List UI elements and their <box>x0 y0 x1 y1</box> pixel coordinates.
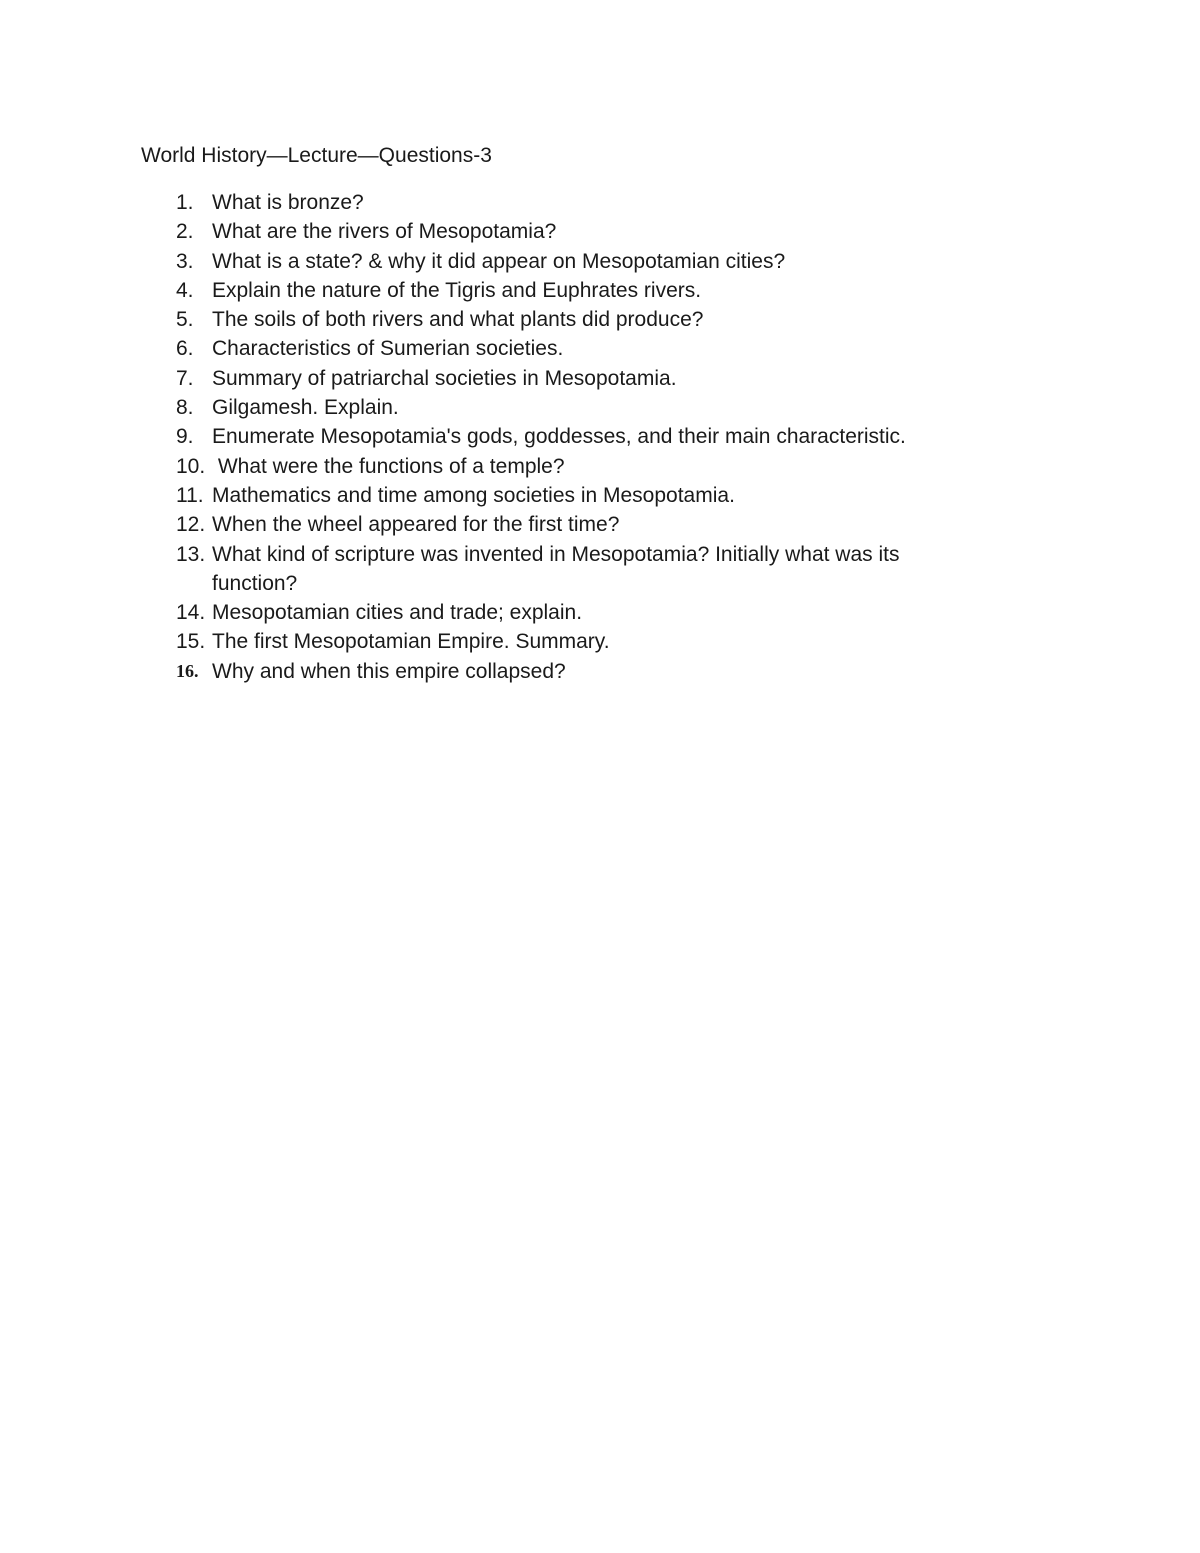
list-item <box>141 422 1001 451</box>
question-number: 7. <box>176 366 194 390</box>
question-number: 14. <box>176 601 206 625</box>
question-text: Explain the nature of the Tigris and Euphrates rivers. <box>212 278 702 302</box>
question-text: Gilgamesh. Explain. <box>212 396 399 420</box>
list-item <box>141 305 1001 334</box>
list-item <box>141 598 1001 627</box>
question-text: Enumerate Mesopotamia's gods, goddesses, and their main characteristic. <box>212 425 906 449</box>
question-number: 8. <box>176 396 194 420</box>
question-number: 1. <box>176 191 194 214</box>
question-number: 3. <box>176 249 194 273</box>
list-item <box>141 334 1001 363</box>
list-item <box>141 481 1001 510</box>
question-text: Why and when this empire collapsed? <box>212 659 566 683</box>
question-number: 6. <box>176 337 194 361</box>
question-number: 10. <box>176 454 206 478</box>
question-text: Characteristics of Sumerian societies. <box>212 337 564 361</box>
question-text: What kind of scripture was invented in Mesopotamia? Initially what was its function? <box>212 542 900 595</box>
question-number: 12. <box>176 513 206 537</box>
list-item <box>141 247 1001 276</box>
question-text: Mathematics and time among societies in Mesopotamia. <box>212 483 735 507</box>
question-text: The first Mesopotamian Empire. Summary. <box>212 630 610 654</box>
page-title: World History—Lecture—Questions-3 <box>141 144 492 167</box>
question-number: 11. <box>176 483 204 507</box>
question-text: What is a state? & why it did appear on Mesopotamian cities? <box>212 249 786 273</box>
list-item <box>141 540 1001 599</box>
question-text: Mesopotamian cities and trade; explain. <box>212 601 583 625</box>
list-item <box>141 364 1001 393</box>
question-number: 15. <box>176 630 206 654</box>
list-item <box>141 510 1001 539</box>
question-text: What are the rivers of Mesopotamia? <box>212 220 557 244</box>
list-item <box>141 276 1001 305</box>
list-item <box>141 452 1001 481</box>
question-number: 4. <box>176 278 194 302</box>
question-text: The soils of both rivers and what plants did produce? <box>212 308 704 332</box>
question-number: 9. <box>176 425 194 449</box>
list-item <box>141 188 1001 217</box>
question-number: 2. <box>176 220 194 244</box>
question-text: Summary of patriarchal societies in Mesopotamia. <box>212 366 677 390</box>
question-number: 16. <box>176 660 199 681</box>
list-item <box>141 393 1001 422</box>
question-text: What is bronze? <box>212 191 364 214</box>
question-list <box>141 188 1001 686</box>
list-item <box>141 627 1001 656</box>
question-text: What were the functions of a temple? <box>212 454 565 478</box>
question-text: When the wheel appeared for the first time? <box>212 513 620 537</box>
question-number: 5. <box>176 308 194 332</box>
list-item <box>141 657 1001 686</box>
question-number: 13. <box>176 542 206 566</box>
list-item <box>141 217 1001 246</box>
